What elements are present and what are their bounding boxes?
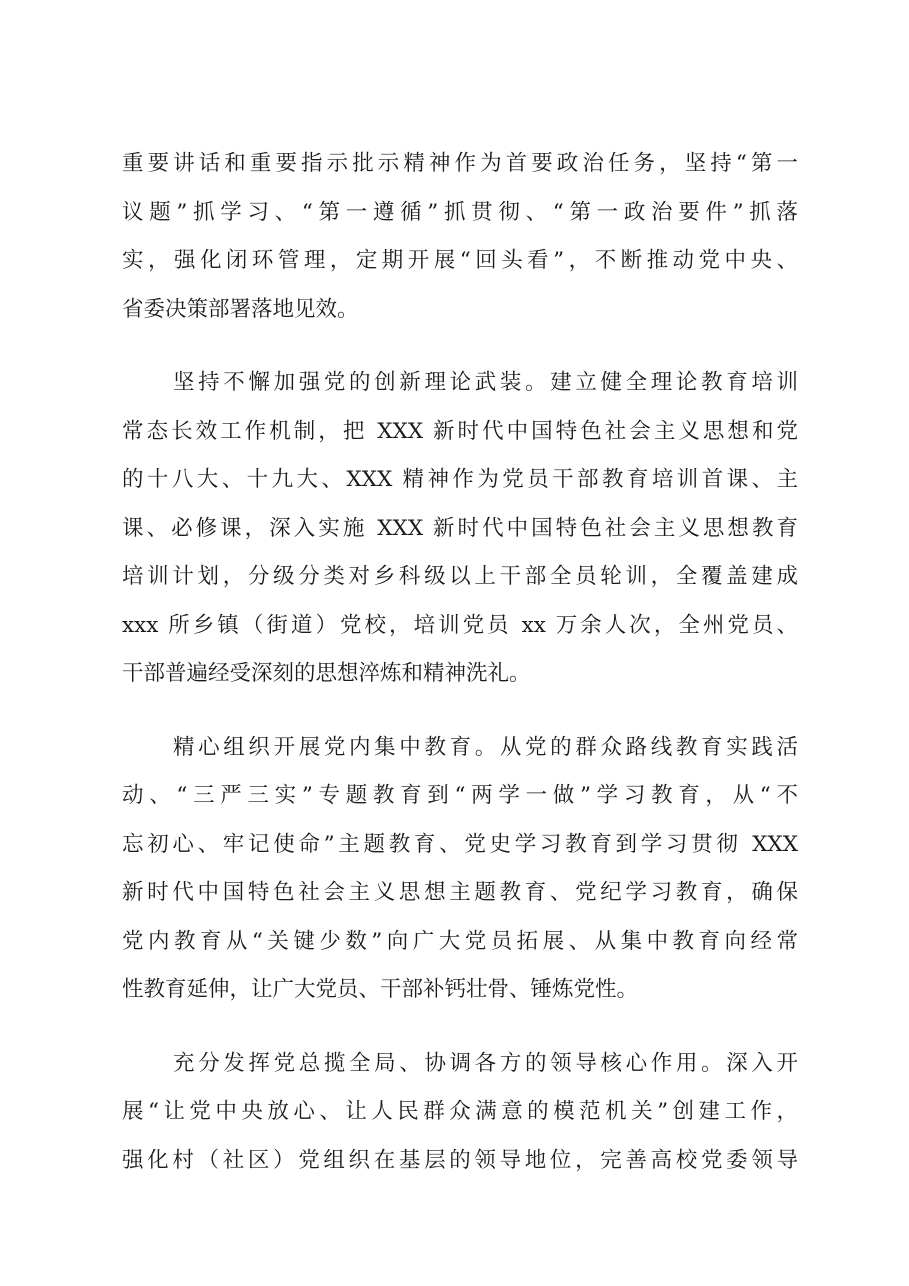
text-line: 性教育延伸，让广大党员、干部补钙壮骨、锤炼党性。 (122, 977, 639, 1002)
text-line: 党内教育从“关键少数”向广大党员拓展、从集中教育向经常 (122, 928, 798, 954)
paragraph-spacer (122, 334, 798, 359)
text-line: 培训计划，分级分类对乡科级以上干部全员轮训，全覆盖建成 (122, 564, 798, 589)
text-line: 精心组织开展党内集中教育。从党的群众路线教育实践活 (173, 734, 798, 760)
text-line: 充分发挥党总揽全局、协调各方的领导核心作用。深入开 (173, 1050, 798, 1076)
text-line: 议题”抓学习、“第一遵循”抓贯彻、“第一政治要件”抓落 (122, 199, 798, 225)
paragraph-spacer (122, 699, 798, 724)
text-line: 展“让党中央放心、让人民群众满意的模范机关”创建工作， (122, 1099, 798, 1124)
text-line: 重要讲话和重要指示批示精神作为首要政治任务，坚持“第一 (122, 151, 798, 176)
text-line: 干部普遍经受深刻的思想淬炼和精神洗礼。 (122, 661, 531, 686)
paragraph-1 (122, 140, 798, 334)
text-line: 强化村（社区）党组织在基层的领导地位，完善高校党委领导 (122, 1147, 798, 1173)
paragraph-3 (122, 724, 798, 1015)
text-line: xxx 所乡镇（街道）党校，培训党员 xx 万余人次，全州党员、 (122, 612, 798, 638)
text-line: 实，强化闭环管理，定期开展“回头看”，不断推动党中央、 (122, 248, 798, 273)
text-line: 忘初心、牢记使命”主题教育、党史学习教育到学习贯彻 XXX (122, 831, 798, 857)
text-line: 新时代中国特色社会主义思想主题教育、党纪学习教育，确保 (122, 880, 798, 905)
text-line: 坚持不懈加强党的创新理论武装。建立健全理论教育培训 (173, 370, 798, 395)
text-line: 课、必修课，深入实施 XXX 新时代中国特色社会主义思想教育 (122, 515, 798, 541)
text-line: 省委决策部署落地见效。 (122, 296, 359, 322)
paragraph-4 (122, 1040, 798, 1186)
text-line: 动、“三严三实”专题教育到“两学一做”学习教育，从“不 (122, 783, 798, 808)
document-body (122, 140, 798, 1185)
paragraph-2 (122, 359, 798, 699)
text-line: 常态长效工作机制，把 XXX 新时代中国特色社会主义思想和党 (122, 418, 798, 444)
paragraph-spacer (122, 1015, 798, 1040)
text-line: 的十八大、十九大、XXX 精神作为党员干部教育培训首课、主 (122, 467, 798, 492)
